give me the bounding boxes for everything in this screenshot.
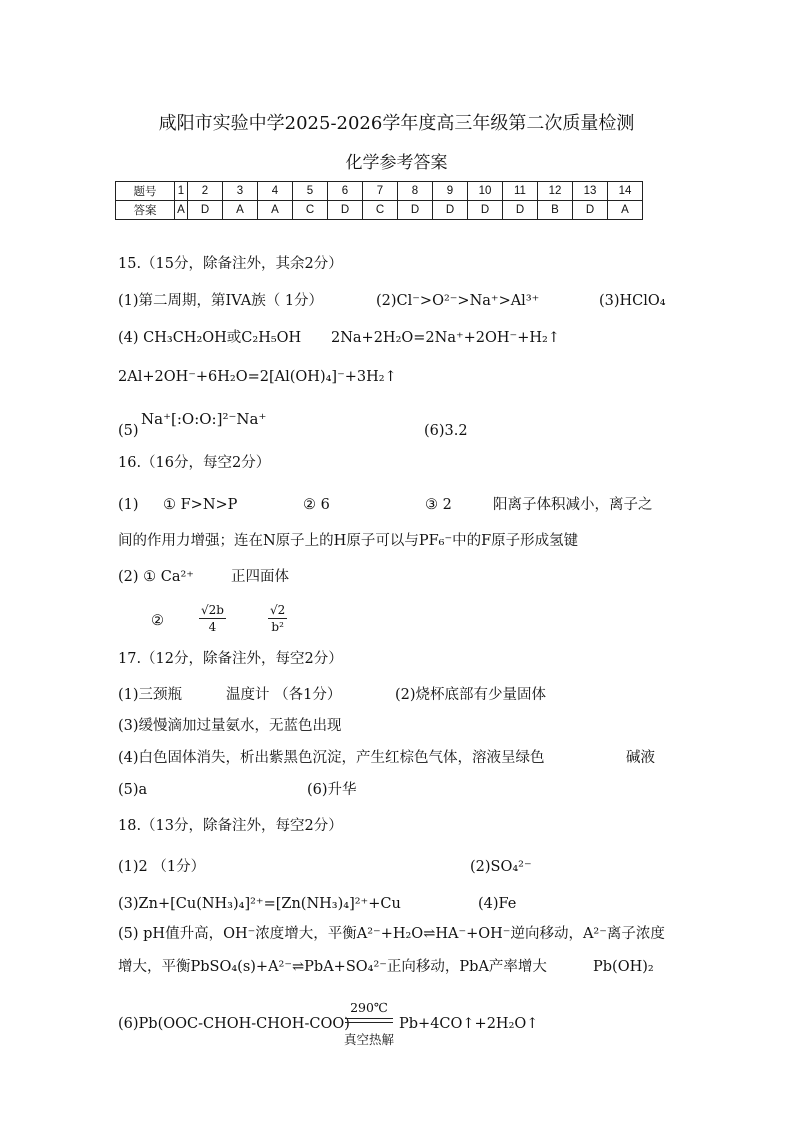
q17-part1-a: (1)三颈瓶 xyxy=(118,687,183,703)
q15-part1: (1)第二周期，第IVA族（ 1分） xyxy=(118,293,324,309)
q16-part2-c-label: ② xyxy=(151,613,164,629)
q16-part1-c: ③ 2 xyxy=(425,497,452,513)
q16-part1-b: ② 6 xyxy=(303,497,330,513)
table-cell: C xyxy=(363,201,398,220)
table-cell: A xyxy=(608,201,643,220)
table-row xyxy=(116,201,643,220)
q18-part5-line1: (5) pH值升高，OH⁻浓度增大，平衡A²⁻+H₂O⇌HA⁻+OH⁻逆向移动，A²⁻离子浓度 xyxy=(118,926,665,942)
q16-part2-b: 正四面体 xyxy=(231,569,289,585)
q16-part1-a: ① F>N>P xyxy=(163,497,238,513)
table-cell: B xyxy=(538,201,573,220)
answer-table xyxy=(115,181,643,220)
table-cell: 5 xyxy=(293,182,328,201)
table-cell: D xyxy=(503,201,538,220)
table-cell: D xyxy=(573,201,608,220)
fraction-2 xyxy=(268,603,287,634)
table-cell: 3 xyxy=(223,182,258,201)
fraction-1 xyxy=(199,603,226,634)
q16-part1-text1: 阳离子体积减小，离子之 xyxy=(493,497,653,513)
q17-heading: 17.（12分，除备注外，每空2分） xyxy=(118,651,343,667)
q16-part1-label: (1) xyxy=(118,497,139,513)
table-row xyxy=(116,182,643,201)
q17-part6: (6)升华 xyxy=(307,782,357,798)
table-cell: A xyxy=(175,201,188,220)
table-cell: 2 xyxy=(188,182,223,201)
table-cell: 12 xyxy=(538,182,573,201)
table-cell: C xyxy=(293,201,328,220)
fraction-2-numerator: √2 xyxy=(270,603,286,617)
q17-part1-b: 温度计 （各1分） xyxy=(226,687,342,703)
table-cell: 14 xyxy=(608,182,643,201)
table-cell: 8 xyxy=(398,182,433,201)
table-cell: 10 xyxy=(468,182,503,201)
table-cell: D xyxy=(433,201,468,220)
lewis-formula: Na⁺[:O:O:]²⁻Na⁺ xyxy=(141,410,267,428)
q18-part4: (4)Fe xyxy=(478,896,517,912)
page-title: 咸阳市实验中学2025-2026学年度高三年级第二次质量检测 xyxy=(158,113,635,134)
table-cell: A xyxy=(223,201,258,220)
q17-part2: (2)烧杯底部有少量固体 xyxy=(395,687,547,703)
q17-part5: (5)a xyxy=(118,782,148,798)
q15-part5-label: (5) xyxy=(118,423,139,439)
q15-part3: (3)HClO₄ xyxy=(599,293,666,309)
q18-part3: (3)Zn+[Cu(NH₃)₄]²⁺=[Zn(NH₃)₄]²⁺+Cu xyxy=(118,896,401,912)
q18-part6-reactant: (6)Pb(OOC-CHOH-CHOH-COO) xyxy=(118,1016,350,1032)
q15-part4-equation2: 2Al+2OH⁻+6H₂O=2[Al(OH)₄]⁻+3H₂↑ xyxy=(118,369,397,385)
q18-part5-line2: 增大，平衡PbSO₄(s)+A²⁻⇌PbA+SO₄²⁻正向移动，PbA产率增大 xyxy=(118,959,547,975)
q18-heading: 18.（13分，除备注外，每空2分） xyxy=(118,818,343,834)
q15-part4-equation1: 2Na+2H₂O=2Na⁺+2OH⁻+H₂↑ xyxy=(331,330,560,346)
table-cell: 1 xyxy=(175,182,188,201)
fraction-1-numerator: √2b xyxy=(201,603,224,617)
q15-part2: (2)Cl⁻>O²⁻>Na⁺>Al³⁺ xyxy=(376,293,540,309)
table-cell: D xyxy=(468,201,503,220)
q16-part1-text2: 间的作用力增强；连在N原子上的H原子可以与PF₆⁻中的F原子形成氢键 xyxy=(118,533,579,549)
q17-part4-b: 碱液 xyxy=(626,750,655,766)
reaction-condition-temperature: 290℃ xyxy=(350,1000,388,1015)
reaction-condition-vacuum: 真空热解 xyxy=(343,1032,394,1047)
q18-part2: (2)SO₄²⁻ xyxy=(470,859,532,875)
table-cell: D xyxy=(398,201,433,220)
table-cell: 11 xyxy=(503,182,538,201)
q18-part1: (1)2 （1分） xyxy=(118,859,206,875)
q16-part2-a: (2) ① Ca²⁺ xyxy=(118,569,194,585)
table-cell: D xyxy=(328,201,363,220)
q17-part3: (3)缓慢滴加过量氨水，无蓝色出现 xyxy=(118,718,342,734)
table-cell: 4 xyxy=(258,182,293,201)
fraction-1-denominator: 4 xyxy=(208,620,217,634)
q16-heading: 16.（16分，每空2分） xyxy=(118,455,271,471)
table-cell: 6 xyxy=(328,182,363,201)
equals-sign xyxy=(345,1018,393,1024)
q18-part5-answer: Pb(OH)₂ xyxy=(593,959,654,975)
fraction-2-denominator: b² xyxy=(271,620,284,634)
table-cell: 9 xyxy=(433,182,468,201)
table-cell: A xyxy=(258,201,293,220)
table-header-cell: 题号 xyxy=(116,182,175,201)
table-cell: 13 xyxy=(573,182,608,201)
table-cell: D xyxy=(188,201,223,220)
q15-part6: (6)3.2 xyxy=(424,423,468,439)
q17-part4: (4)白色固体消失，析出紫黑色沉淀，产生红棕色气体，溶液呈绿色 xyxy=(118,750,545,766)
q18-part6-products: Pb+4CO↑+2H₂O↑ xyxy=(399,1016,539,1032)
q15-part4-formula: (4) CH₃CH₂OH或C₂H₅OH xyxy=(118,330,302,346)
table-header-cell: 答案 xyxy=(116,201,175,220)
q15-heading: 15.（15分，除备注外，其余2分） xyxy=(118,256,343,272)
table-cell: 7 xyxy=(363,182,398,201)
page-subtitle: 化学参考答案 xyxy=(345,153,448,173)
